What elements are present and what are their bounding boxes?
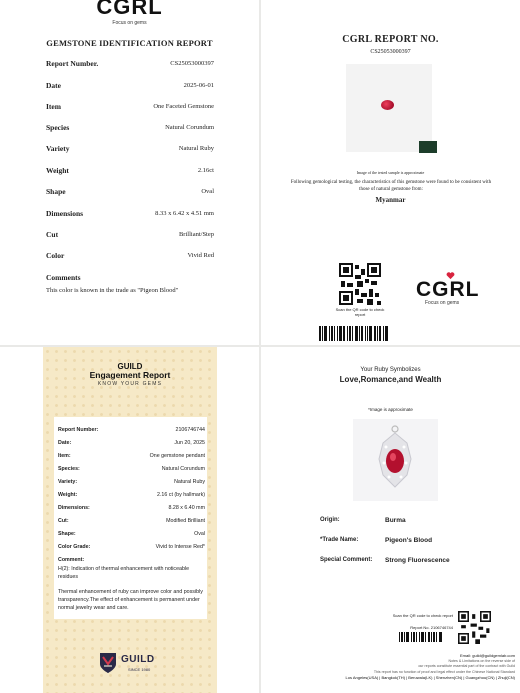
detail-value: Pigeon's Blood — [385, 537, 433, 544]
field-label: Variety: — [58, 479, 78, 485]
field-label: Report Number: — [58, 427, 99, 433]
field-value: 8.28 x 6.40 mm — [168, 505, 205, 511]
field-label: Weight: — [58, 492, 78, 498]
barcode — [399, 632, 453, 642]
field-label: Species: — [58, 466, 80, 472]
comment-label: Comment: — [58, 557, 85, 563]
detail-value: Burma — [385, 517, 406, 524]
cgrl-logo: CGRL — [416, 278, 480, 301]
cgrl-logo: CGRL — [96, 0, 163, 19]
contact-email: Email: guild@guildgemlab.com — [460, 653, 515, 658]
field-value: One Faceted Gemstone — [153, 103, 214, 110]
guild-footer-since: SINCE 1980 — [128, 667, 151, 672]
cgrl-tagline: Focus on gems — [112, 20, 147, 26]
qr-code-icon[interactable] — [458, 611, 491, 644]
detail-label: Special Comment: — [320, 557, 373, 563]
detail-label: *Trade Name: — [320, 537, 359, 543]
field-label: Dimensions — [46, 209, 84, 218]
field-value: Oval — [201, 188, 214, 195]
detail-value: Strong Fluorescence — [385, 557, 450, 564]
field-value: 2.16ct — [197, 167, 214, 174]
guild-footer-logo — [99, 652, 199, 674]
report-title: GEMSTONE IDENTIFICATION REPORT — [46, 38, 213, 48]
barcode — [319, 326, 401, 341]
pendant-image — [353, 419, 438, 501]
comments-text: This color is known in the trade as "Pigeon Blood" — [46, 287, 179, 294]
guild-report-front — [0, 347, 259, 693]
cgrl-badge-icon — [419, 141, 437, 153]
field-label: Shape — [46, 187, 66, 196]
field-value: Natural Ruby — [174, 479, 205, 485]
field-label: Date — [46, 81, 61, 90]
field-label: Color — [46, 251, 65, 260]
guild-report-title: Engagement Report — [89, 370, 171, 380]
fine-print-line: This report has no function of proof and legal effect under the Chinese National Standard — [373, 669, 515, 674]
field-value: Vivid Red — [187, 252, 214, 259]
detail-row — [320, 537, 433, 544]
report-no-title: CGRL REPORT NO. — [342, 34, 439, 45]
field-label: Variety — [46, 144, 70, 153]
detail-row — [320, 517, 406, 524]
symbolizes-headline: Love,Romance,and Wealth — [339, 375, 442, 384]
lab-locations: Los Angeles(USA) | Bangkok(TH) | Beruwala(LK) | Shenzhen(CN) | Guangzhou(CN) | Zhuji(CN) — [345, 675, 515, 680]
report-no-value: CS25053000397 — [370, 49, 411, 55]
fine-print — [281, 653, 515, 681]
field-value: Brilliant/Step — [178, 231, 214, 238]
field-label: Item — [46, 102, 61, 111]
qr-code-icon[interactable] — [339, 263, 381, 305]
field-label: Date: — [58, 440, 72, 446]
ruby-gem-image — [381, 100, 394, 110]
field-label: Color Grade: — [58, 544, 91, 550]
field-value: 2025-06-01 — [183, 82, 214, 89]
comments-label: Comments — [46, 273, 81, 282]
field-value: 2.16 ct (by hallmark) — [157, 492, 205, 498]
field-label: Dimensions: — [58, 505, 90, 511]
guild-card — [43, 347, 217, 693]
enhancement-note: Thermal enhancement of ruby can improve color and possibly transparency.The effect of enhancement is permanent under normal jewelry wear and care. — [58, 589, 203, 611]
field-value: Vivid to Intense Red* — [155, 544, 205, 550]
fine-print-line: Notes & Limitations on the reverse side of — [448, 658, 515, 663]
field-label: Report Number. — [46, 59, 99, 68]
image-caption: *Image is approximate — [368, 407, 413, 412]
origin-value: Myanmar — [375, 196, 406, 204]
guild-slogan: KNOW YOUR GEMS — [97, 381, 163, 387]
photo-caption: Image of the tested sample is approximate — [356, 170, 425, 175]
field-value: Oval — [194, 531, 205, 537]
cgrl-report-back — [261, 0, 520, 345]
field-label: Species — [46, 123, 70, 132]
qr-label: Scan the QR code to check report — [335, 307, 385, 317]
cgrl-report-front — [0, 0, 259, 345]
sample-photo — [346, 64, 432, 152]
field-value: Natural Corundum — [161, 466, 205, 472]
field-value: Jun 20, 2025 — [174, 440, 205, 446]
field-value: Natural Corundum — [165, 124, 214, 131]
qr-label: Scan the QR code to check report — [392, 613, 453, 618]
field-value: Modified Brilliant — [166, 518, 205, 524]
field-label: Weight — [46, 166, 69, 175]
detail-label: Origin: — [320, 517, 340, 523]
cgrl-tagline: Focus on gems — [425, 300, 460, 306]
fine-print-line: our reports constitute essential part of the contract with Guild — [418, 664, 515, 668]
detail-row — [320, 557, 450, 564]
field-label: Shape: — [58, 531, 76, 537]
symbolizes-text: Your Ruby Symbolizes — [360, 367, 421, 373]
guild-report-back — [261, 347, 520, 693]
field-value: 2106746744 — [175, 427, 205, 433]
pendant-photo — [353, 419, 438, 501]
report-number-label: Report No. 2106746744 — [410, 625, 453, 630]
guild-footer-name: GUILD — [121, 654, 155, 665]
field-value: 8.33 x 6.42 x 4.51 mm — [155, 210, 214, 217]
field-label: Cut — [46, 230, 59, 239]
guild-shield-icon — [99, 652, 117, 674]
field-label: Item: — [58, 453, 71, 459]
field-value: CS25053000397 — [170, 60, 214, 67]
guild-details-panel — [54, 417, 207, 619]
field-value: One gemstone pendant — [149, 453, 205, 459]
field-label: Cut: — [58, 518, 69, 524]
origin-statement: Following gemological testing, the characteristics of this gemstone were found to be consistent with those of natural gemstone from: — [290, 180, 492, 192]
comment-text: H(2): Indication of thermal enhancement with noticeable residues — [58, 566, 190, 580]
field-value: Natural Ruby — [178, 145, 214, 152]
guild-brand: GUILD — [117, 362, 143, 371]
